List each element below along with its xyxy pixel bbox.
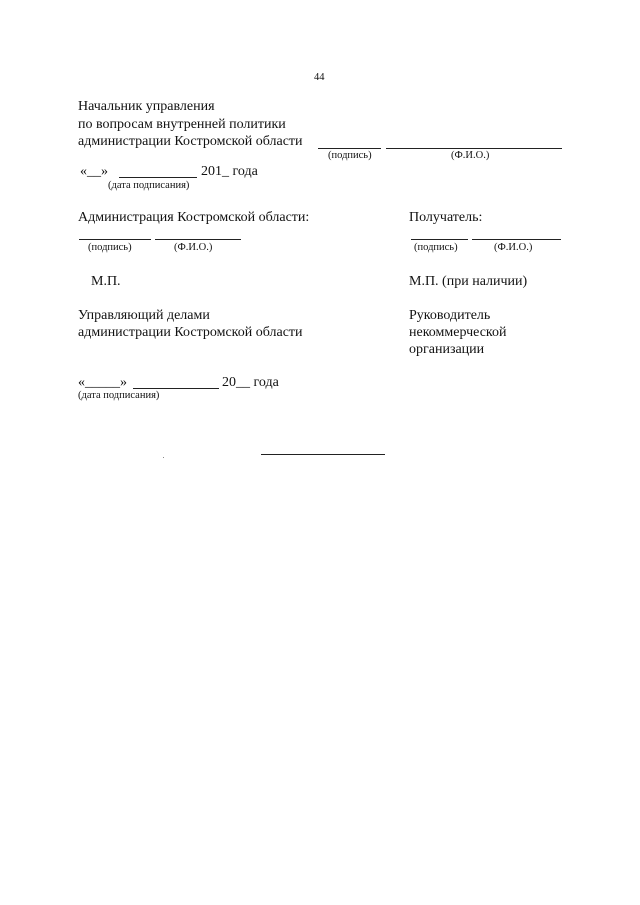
head-official-signature-caption: (подпись) bbox=[328, 150, 372, 161]
administration-date-caption: (дата подписания) bbox=[78, 390, 160, 401]
recipient-name-caption: (Ф.И.О.) bbox=[494, 242, 533, 253]
administration-signature-caption: (подпись) bbox=[88, 242, 132, 253]
recipient-head-line1: Руководитель bbox=[409, 308, 491, 323]
head-official-title-line2: по вопросам внутренней политики bbox=[78, 117, 286, 132]
administration-title: Администрация Костромской области: bbox=[78, 210, 310, 225]
administration-name-line[interactable] bbox=[155, 239, 241, 240]
closing-separator bbox=[261, 454, 385, 455]
recipient-head-line3: организации bbox=[409, 342, 485, 357]
head-official-date-caption: (дата подписания) bbox=[108, 180, 190, 191]
head-official-signature-line[interactable] bbox=[318, 148, 381, 149]
administration-date-quote: «_____» bbox=[78, 375, 127, 390]
head-official-date-year: 201_ года bbox=[201, 164, 258, 179]
recipient-title: Получатель: bbox=[409, 210, 483, 225]
recipient-signature-line[interactable] bbox=[411, 239, 468, 240]
page-number: 44 bbox=[314, 72, 325, 83]
head-official-title-line1: Начальник управления bbox=[78, 99, 215, 114]
head-official-title-line3: администрации Костромской области bbox=[78, 134, 303, 149]
head-official-date-line[interactable] bbox=[119, 177, 197, 178]
administration-signature-line[interactable] bbox=[79, 239, 151, 240]
recipient-head-line2: некоммерческой bbox=[409, 325, 507, 340]
head-official-name-caption: (Ф.И.О.) bbox=[451, 150, 490, 161]
head-official-name-line[interactable] bbox=[386, 148, 562, 149]
administration-date-year: 20__ года bbox=[222, 375, 279, 390]
recipient-name-line[interactable] bbox=[472, 239, 561, 240]
administration-name-caption: (Ф.И.О.) bbox=[174, 242, 213, 253]
recipient-stamp: М.П. (при наличии) bbox=[409, 274, 528, 289]
administration-date-line[interactable] bbox=[133, 388, 219, 389]
administration-stamp: М.П. bbox=[91, 274, 121, 289]
recipient-signature-caption: (подпись) bbox=[414, 242, 458, 253]
administration-manager-line2: администрации Костромской области bbox=[78, 325, 303, 340]
head-official-date-quote: «__» bbox=[80, 164, 108, 179]
administration-manager-line1: Управляющий делами bbox=[78, 308, 210, 323]
scan-speck bbox=[163, 457, 164, 458]
